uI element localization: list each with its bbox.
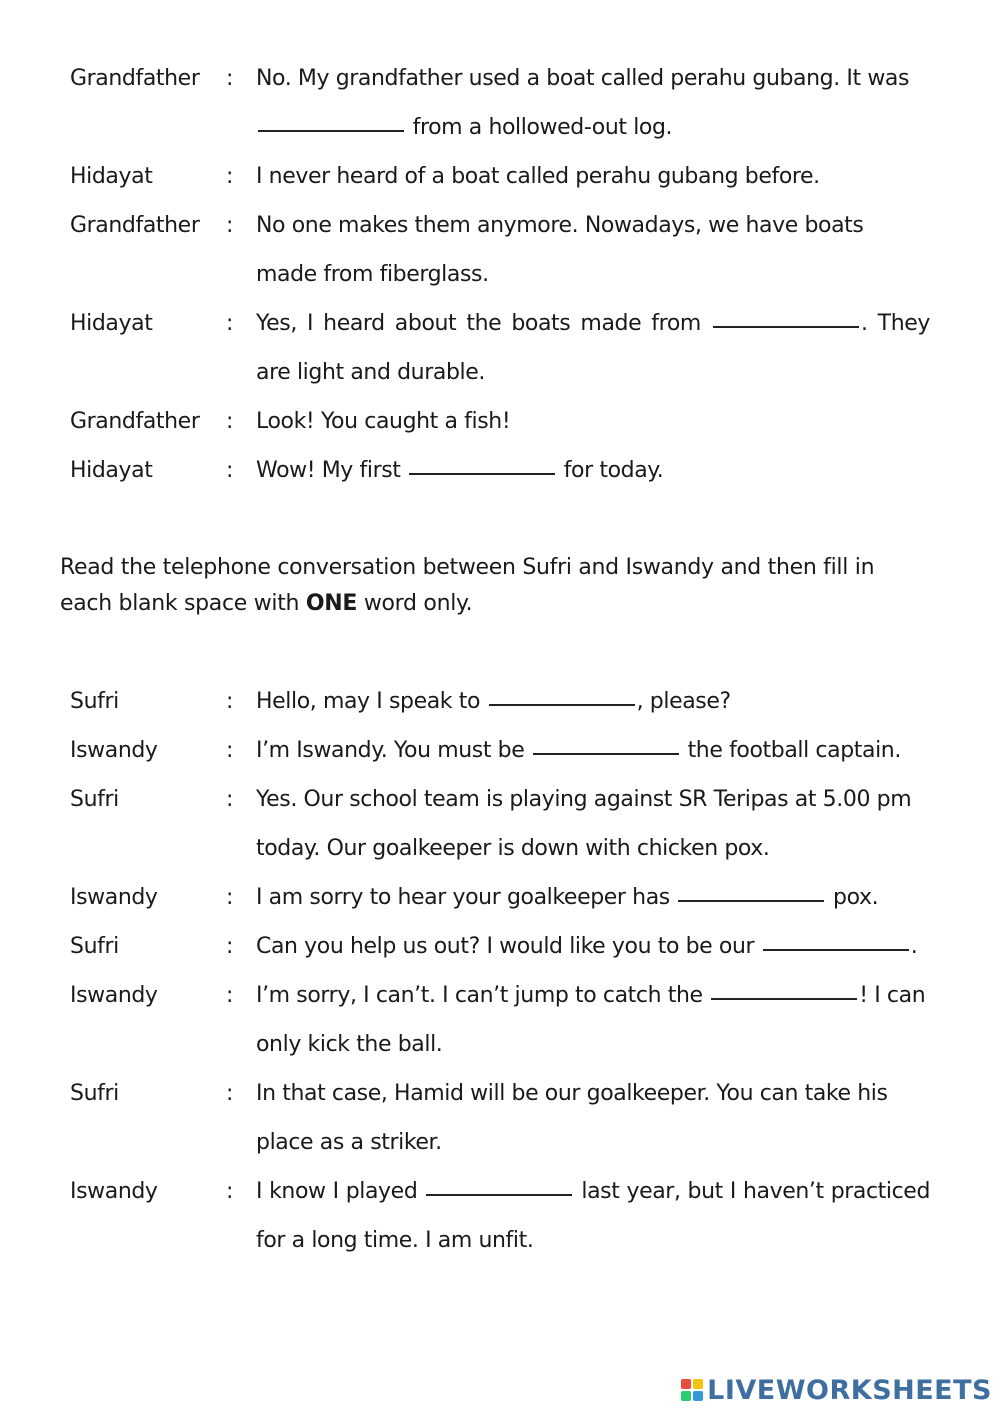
dialog-text: [256, 201, 930, 299]
dialog-text-part: Yes, I heard about the boats made from: [256, 311, 711, 336]
speaker-name: Sufri: [70, 934, 119, 959]
dialog-text: [256, 446, 930, 495]
dialog-text-part: I’m Iswandy. You must be: [256, 738, 531, 763]
dialog-text: [256, 677, 930, 726]
dialog-text-part: Wow! My first: [256, 458, 408, 483]
dialog-text-part: I am sorry to hear your goalkeeper has: [256, 885, 677, 910]
dialog-text: [256, 397, 930, 446]
colon-separator: :: [226, 66, 234, 91]
dialog-line: [70, 1167, 930, 1265]
colon-separator: :: [226, 409, 234, 434]
dialog-line: [70, 152, 930, 201]
dialog-text-part: In that case, Hamid will be our goalkeeper. You can take his place as a striker.: [256, 1081, 888, 1155]
speaker-name: Grandfather: [70, 66, 200, 91]
dialog-line: [70, 1069, 930, 1167]
instruction-bold: ONE: [305, 591, 358, 616]
colon-separator: :: [226, 1179, 234, 1204]
dialog-text-part: I’m sorry, I can’t. I can’t jump to catch the: [256, 983, 710, 1008]
instruction-text: [60, 550, 920, 622]
dialog-text-part: I know I played: [256, 1179, 425, 1204]
speaker-name: Iswandy: [70, 1179, 158, 1204]
colon-separator: :: [226, 934, 234, 959]
speaker-name: Iswandy: [70, 983, 158, 1008]
dialog-text: [256, 971, 930, 1069]
dialog-text-part: , please?: [636, 689, 731, 714]
speaker-name: Sufri: [70, 787, 119, 812]
dialog-line: [70, 922, 930, 971]
instruction-before: Read the telephone conversation between Sufri and Iswandy and then fill in each blank space with: [60, 555, 875, 616]
colon-separator: :: [226, 213, 234, 238]
dialog-line: [70, 446, 930, 495]
colon-separator: :: [226, 689, 234, 714]
dialog-text-part: . They are light and durable.: [256, 311, 930, 385]
dialog-line: [70, 775, 930, 873]
liveworksheets-logo: [681, 1375, 992, 1405]
liveworksheets-logo-icon: [681, 1379, 703, 1401]
dialog-text: [256, 1167, 930, 1265]
speaker-name: Iswandy: [70, 738, 158, 763]
liveworksheets-logo-text: LIVEWORKSHEETS: [707, 1374, 992, 1406]
answer-blank[interactable]: [533, 752, 679, 755]
speaker-name: Grandfather: [70, 213, 200, 238]
answer-blank[interactable]: [711, 997, 857, 1000]
colon-separator: :: [226, 458, 234, 483]
dialog-text-part: No. My grandfather used a boat called perahu gubang. It was: [256, 66, 910, 91]
dialog-grandfather-hidayat: [70, 54, 930, 495]
dialog-text-part: the football captain.: [680, 738, 901, 763]
speaker-name: Grandfather: [70, 409, 200, 434]
dialog-text: [256, 726, 930, 775]
dialog-sufri-iswandy: [70, 677, 930, 1265]
speaker-name: Hidayat: [70, 164, 153, 189]
dialog-text-part: last year, but I haven’t practiced for a long time. I am unfit.: [256, 1179, 931, 1253]
dialog-line: [70, 677, 930, 726]
colon-separator: :: [226, 164, 234, 189]
dialog-line: [70, 54, 930, 152]
speaker-name: Hidayat: [70, 458, 153, 483]
colon-separator: :: [226, 311, 234, 336]
dialog-text-part: Hello, may I speak to: [256, 689, 487, 714]
dialog-text: [256, 152, 930, 201]
instruction-after: word only.: [357, 591, 473, 616]
answer-blank[interactable]: [409, 472, 555, 475]
answer-blank[interactable]: [713, 325, 859, 328]
speaker-name: Iswandy: [70, 885, 158, 910]
dialog-line: [70, 873, 930, 922]
dialog-line: [70, 971, 930, 1069]
dialog-text: [256, 873, 930, 922]
speaker-name: Sufri: [70, 1081, 119, 1106]
colon-separator: :: [226, 787, 234, 812]
colon-separator: :: [226, 1081, 234, 1106]
dialog-line: [70, 201, 930, 299]
dialog-line: [70, 397, 930, 446]
dialog-line: [70, 726, 930, 775]
answer-blank[interactable]: [258, 129, 404, 132]
dialog-text: [256, 775, 930, 873]
dialog-text-part: from a hollowed-out log.: [406, 115, 673, 140]
colon-separator: :: [226, 983, 234, 1008]
dialog-text-part: for today.: [557, 458, 664, 483]
dialog-text: [256, 299, 930, 397]
answer-blank[interactable]: [763, 948, 909, 951]
answer-blank[interactable]: [489, 703, 635, 706]
dialog-text-part: Yes. Our school team is playing against SR Teripas at 5.00 pm today. Our goalkeeper is down with chicken pox.: [256, 787, 912, 861]
answer-blank[interactable]: [426, 1193, 572, 1196]
dialog-text: [256, 1069, 930, 1167]
dialog-text-part: Can you help us out? I would like you to be our: [256, 934, 761, 959]
colon-separator: :: [226, 885, 234, 910]
dialog-text: [256, 54, 930, 152]
colon-separator: :: [226, 738, 234, 763]
dialog-text-part: Look! You caught a fish!: [256, 409, 511, 434]
speaker-name: Sufri: [70, 689, 119, 714]
dialog-text-part: .: [910, 934, 918, 959]
answer-blank[interactable]: [678, 899, 824, 902]
dialog-text-part: pox.: [826, 885, 879, 910]
speaker-name: Hidayat: [70, 311, 153, 336]
dialog-line: [70, 299, 930, 397]
dialog-text-part: I never heard of a boat called perahu gubang before.: [256, 164, 820, 189]
dialog-text-part: ! I can only kick the ball.: [256, 983, 926, 1057]
dialog-text-part: No one makes them anymore. Nowadays, we have boats made from fiberglass.: [256, 213, 864, 287]
dialog-text: [256, 922, 930, 971]
